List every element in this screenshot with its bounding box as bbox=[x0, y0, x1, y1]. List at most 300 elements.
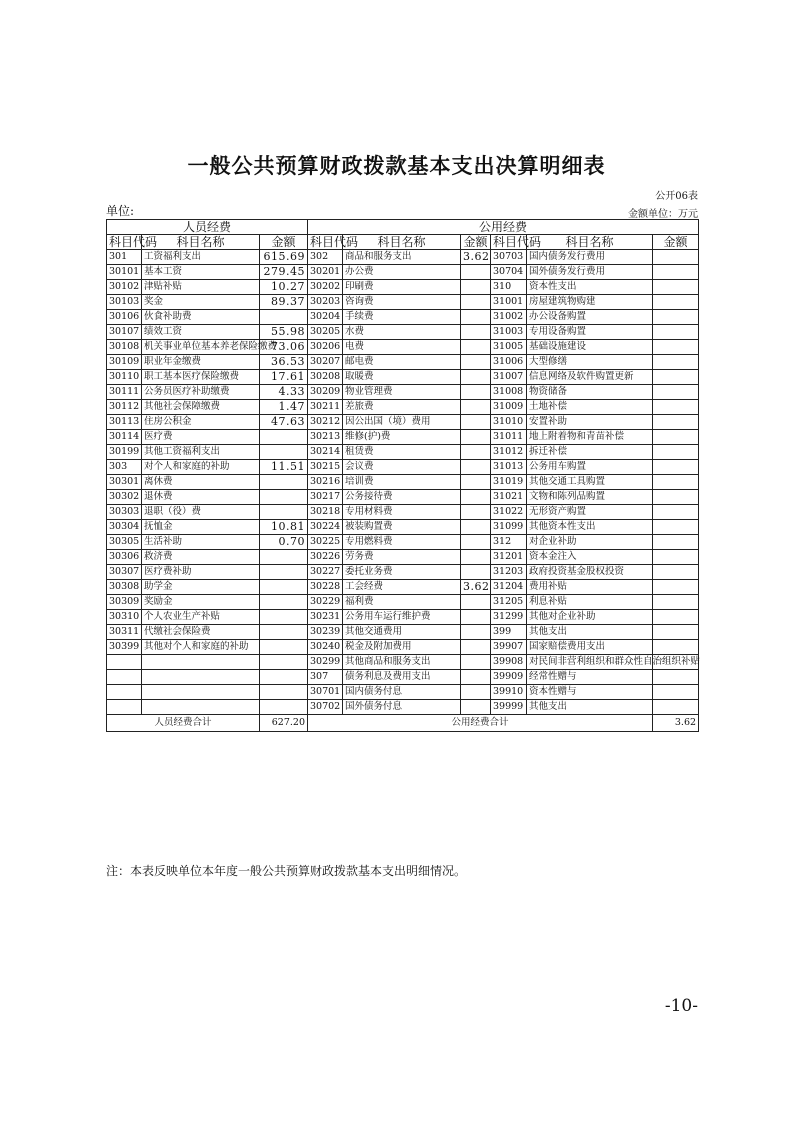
code-cell bbox=[107, 685, 142, 700]
name-cell: 工资福利支出 bbox=[142, 250, 260, 265]
name-cell: 邮电费 bbox=[343, 355, 461, 370]
table-row bbox=[107, 415, 699, 430]
amount-cell: 17.61 bbox=[260, 370, 308, 385]
name-cell: 大型修缮 bbox=[527, 355, 653, 370]
code-cell: 30112 bbox=[107, 400, 142, 415]
name-cell: 公务用车运行维护费 bbox=[343, 610, 461, 625]
code-cell: 30101 bbox=[107, 265, 142, 280]
code-cell: 31008 bbox=[491, 385, 527, 400]
amount-unit: 金额单位：万元 bbox=[628, 209, 698, 220]
code-cell: 30207 bbox=[308, 355, 343, 370]
page-title: 一般公共预算财政拨款基本支出决算明细表 bbox=[187, 153, 606, 178]
code-cell: 31099 bbox=[491, 520, 527, 535]
code-cell: 310 bbox=[491, 280, 527, 295]
code-cell: 31013 bbox=[491, 460, 527, 475]
name-cell: 租赁费 bbox=[343, 445, 461, 460]
amount-cell bbox=[461, 475, 491, 490]
name-cell: 维修(护)费 bbox=[343, 430, 461, 445]
name-cell: 物业管理费 bbox=[343, 385, 461, 400]
amount-cell bbox=[653, 250, 699, 265]
code-cell: 31201 bbox=[491, 550, 527, 565]
amount-cell bbox=[260, 430, 308, 445]
code-cell bbox=[107, 670, 142, 685]
code-cell: 31012 bbox=[491, 445, 527, 460]
amount-cell bbox=[260, 625, 308, 640]
amount-cell bbox=[653, 685, 699, 700]
table-row bbox=[107, 295, 699, 310]
code-cell: 30239 bbox=[308, 625, 343, 640]
expenditure-table bbox=[106, 219, 699, 732]
amount-header: 金额 bbox=[461, 235, 491, 250]
table-row bbox=[107, 430, 699, 445]
table-row bbox=[107, 640, 699, 655]
amount-cell bbox=[461, 340, 491, 355]
code-cell: 30203 bbox=[308, 295, 343, 310]
code-cell: 30202 bbox=[308, 280, 343, 295]
name-cell: 工会经费 bbox=[343, 580, 461, 595]
table-row bbox=[107, 340, 699, 355]
amount-cell bbox=[260, 595, 308, 610]
amount-header: 金额 bbox=[653, 235, 699, 250]
name-cell: 退休费 bbox=[142, 490, 260, 505]
amount-cell: 55.98 bbox=[260, 325, 308, 340]
name-cell: 国外债务付息 bbox=[343, 700, 461, 715]
amount-cell bbox=[461, 415, 491, 430]
name-cell: 对个人和家庭的补助 bbox=[142, 460, 260, 475]
code-cell: 31001 bbox=[491, 295, 527, 310]
name-cell: 文物和陈列品购置 bbox=[527, 490, 653, 505]
amount-cell bbox=[260, 475, 308, 490]
name-cell: 其他支出 bbox=[527, 700, 653, 715]
name-cell: 其他对企业补助 bbox=[527, 610, 653, 625]
amount-cell bbox=[461, 295, 491, 310]
code-cell: 31205 bbox=[491, 595, 527, 610]
code-cell: 30217 bbox=[308, 490, 343, 505]
personnel-total-label: 人员经费合计 bbox=[107, 715, 260, 732]
amount-cell bbox=[461, 490, 491, 505]
name-cell: 手续费 bbox=[343, 310, 461, 325]
name-cell bbox=[142, 700, 260, 715]
code-cell: 30108 bbox=[107, 340, 142, 355]
amount-cell: 10.27 bbox=[260, 280, 308, 295]
amount-cell: 0.70 bbox=[260, 535, 308, 550]
code-cell: 30302 bbox=[107, 490, 142, 505]
code-cell: 31003 bbox=[491, 325, 527, 340]
amount-cell bbox=[260, 670, 308, 685]
amount-cell: 73.06 bbox=[260, 340, 308, 355]
table-row bbox=[107, 265, 699, 280]
name-cell: 对企业补助 bbox=[527, 535, 653, 550]
amount-cell: 89.37 bbox=[260, 295, 308, 310]
name-cell: 医疗费补助 bbox=[142, 565, 260, 580]
name-cell: 职业年金缴费 bbox=[142, 355, 260, 370]
amount-cell bbox=[653, 310, 699, 325]
amount-cell bbox=[653, 700, 699, 715]
code-header: 科目代码 bbox=[107, 235, 142, 250]
amount-cell bbox=[461, 400, 491, 415]
amount-cell bbox=[653, 565, 699, 580]
code-cell: 30111 bbox=[107, 385, 142, 400]
amount-cell bbox=[653, 415, 699, 430]
code-cell: 30218 bbox=[308, 505, 343, 520]
amount-cell: 279.45 bbox=[260, 265, 308, 280]
name-cell: 资本性支出 bbox=[527, 280, 653, 295]
amount-cell bbox=[461, 565, 491, 580]
table-row bbox=[107, 520, 699, 535]
page-number: -10- bbox=[664, 996, 698, 1016]
amount-cell bbox=[653, 355, 699, 370]
amount-cell bbox=[461, 700, 491, 715]
name-cell: 会议费 bbox=[343, 460, 461, 475]
amount-cell: 615.69 bbox=[260, 250, 308, 265]
table-row bbox=[107, 580, 699, 595]
code-cell: 30301 bbox=[107, 475, 142, 490]
code-cell: 30109 bbox=[107, 355, 142, 370]
amount-cell bbox=[653, 370, 699, 385]
amount-cell bbox=[260, 700, 308, 715]
code-cell: 30231 bbox=[308, 610, 343, 625]
table-row bbox=[107, 685, 699, 700]
name-cell: 培训费 bbox=[343, 475, 461, 490]
amount-cell bbox=[653, 580, 699, 595]
amount-cell bbox=[653, 670, 699, 685]
name-cell: 奖励金 bbox=[142, 595, 260, 610]
amount-cell bbox=[461, 265, 491, 280]
name-cell: 电费 bbox=[343, 340, 461, 355]
personnel-total-amount: 627.20 bbox=[260, 715, 308, 732]
code-cell: 30227 bbox=[308, 565, 343, 580]
code-cell: 31021 bbox=[491, 490, 527, 505]
code-cell: 30213 bbox=[308, 430, 343, 445]
code-cell: 30311 bbox=[107, 625, 142, 640]
name-cell: 其他交通工具购置 bbox=[527, 475, 653, 490]
amount-cell bbox=[260, 565, 308, 580]
code-cell: 31011 bbox=[491, 430, 527, 445]
amount-cell bbox=[653, 625, 699, 640]
code-cell: 30308 bbox=[107, 580, 142, 595]
amount-cell bbox=[461, 430, 491, 445]
amount-cell bbox=[461, 280, 491, 295]
code-cell: 31019 bbox=[491, 475, 527, 490]
unit-label: 单位: bbox=[106, 204, 135, 218]
name-cell: 福利费 bbox=[343, 595, 461, 610]
name-cell: 公务接待费 bbox=[343, 490, 461, 505]
amount-cell bbox=[653, 640, 699, 655]
name-cell: 劳务费 bbox=[343, 550, 461, 565]
name-cell: 因公出国（境）费用 bbox=[343, 415, 461, 430]
code-cell: 30212 bbox=[308, 415, 343, 430]
name-cell: 助学金 bbox=[142, 580, 260, 595]
code-cell: 399 bbox=[491, 625, 527, 640]
code-cell: 30110 bbox=[107, 370, 142, 385]
code-cell: 301 bbox=[107, 250, 142, 265]
table-row bbox=[107, 385, 699, 400]
name-cell: 救济费 bbox=[142, 550, 260, 565]
name-cell: 机关事业单位基本养老保险缴费 bbox=[142, 340, 260, 355]
code-header: 科目代码 bbox=[308, 235, 343, 250]
amount-cell bbox=[260, 580, 308, 595]
code-cell: 30209 bbox=[308, 385, 343, 400]
name-cell: 房屋建筑物购建 bbox=[527, 295, 653, 310]
name-cell: 土地补偿 bbox=[527, 400, 653, 415]
name-cell bbox=[142, 685, 260, 700]
footnote: 注：本表反映单位本年度一般公共预算财政拨款基本支出明细情况。 bbox=[106, 864, 467, 878]
public-total-label: 公用经费合计 bbox=[308, 715, 653, 732]
name-cell: 国内债务发行费用 bbox=[527, 250, 653, 265]
code-cell: 312 bbox=[491, 535, 527, 550]
code-cell: 30306 bbox=[107, 550, 142, 565]
code-cell: 31299 bbox=[491, 610, 527, 625]
name-cell: 经常性赠与 bbox=[527, 670, 653, 685]
amount-cell bbox=[653, 595, 699, 610]
code-cell: 39999 bbox=[491, 700, 527, 715]
form-code: 公开06表 bbox=[655, 191, 698, 202]
table-row bbox=[107, 535, 699, 550]
name-cell: 绩效工资 bbox=[142, 325, 260, 340]
code-cell: 303 bbox=[107, 460, 142, 475]
name-cell: 其他工资福利支出 bbox=[142, 445, 260, 460]
amount-cell bbox=[653, 340, 699, 355]
name-cell: 国家赔偿费用支出 bbox=[527, 640, 653, 655]
code-cell: 39910 bbox=[491, 685, 527, 700]
code-cell: 31007 bbox=[491, 370, 527, 385]
code-cell: 30204 bbox=[308, 310, 343, 325]
amount-cell bbox=[260, 640, 308, 655]
table-row bbox=[107, 625, 699, 640]
amount-cell: 3.62 bbox=[461, 250, 491, 265]
amount-cell bbox=[653, 490, 699, 505]
code-cell: 31204 bbox=[491, 580, 527, 595]
amount-cell bbox=[653, 460, 699, 475]
name-cell: 其他资本性支出 bbox=[527, 520, 653, 535]
name-cell: 税金及附加费用 bbox=[343, 640, 461, 655]
amount-cell bbox=[653, 325, 699, 340]
code-cell: 30211 bbox=[308, 400, 343, 415]
table-row bbox=[107, 445, 699, 460]
name-cell: 专用燃料费 bbox=[343, 535, 461, 550]
amount-cell bbox=[653, 520, 699, 535]
name-cell bbox=[142, 655, 260, 670]
table-row bbox=[107, 550, 699, 565]
amount-cell bbox=[461, 625, 491, 640]
amount-cell bbox=[653, 430, 699, 445]
name-cell: 其他社会保障缴费 bbox=[142, 400, 260, 415]
name-cell: 退职（役）费 bbox=[142, 505, 260, 520]
amount-header: 金额 bbox=[260, 235, 308, 250]
code-cell bbox=[107, 700, 142, 715]
amount-cell bbox=[461, 685, 491, 700]
name-cell: 公务员医疗补助缴费 bbox=[142, 385, 260, 400]
amount-cell bbox=[653, 280, 699, 295]
name-cell: 办公费 bbox=[343, 265, 461, 280]
table-row bbox=[107, 475, 699, 490]
code-cell: 31006 bbox=[491, 355, 527, 370]
code-cell: 30310 bbox=[107, 610, 142, 625]
name-cell: 委托业务费 bbox=[343, 565, 461, 580]
amount-cell: 47.63 bbox=[260, 415, 308, 430]
code-cell: 30299 bbox=[308, 655, 343, 670]
code-cell: 30228 bbox=[308, 580, 343, 595]
code-cell: 30307 bbox=[107, 565, 142, 580]
name-cell: 拆迁补偿 bbox=[527, 445, 653, 460]
amount-cell bbox=[461, 370, 491, 385]
code-cell: 31203 bbox=[491, 565, 527, 580]
code-cell: 302 bbox=[308, 250, 343, 265]
code-cell: 30206 bbox=[308, 340, 343, 355]
code-cell: 30304 bbox=[107, 520, 142, 535]
name-cell: 资本金注入 bbox=[527, 550, 653, 565]
amount-cell bbox=[461, 385, 491, 400]
public-total-amount: 3.62 bbox=[653, 715, 699, 732]
personnel-group-header: 人员经费 bbox=[107, 220, 308, 235]
code-header: 科目代码 bbox=[491, 235, 527, 250]
name-cell: 其他商品和服务支出 bbox=[343, 655, 461, 670]
name-cell: 债务利息及费用支出 bbox=[343, 670, 461, 685]
code-cell: 30224 bbox=[308, 520, 343, 535]
code-cell: 307 bbox=[308, 670, 343, 685]
code-cell: 39908 bbox=[491, 655, 527, 670]
amount-cell: 10.81 bbox=[260, 520, 308, 535]
code-cell: 30305 bbox=[107, 535, 142, 550]
name-cell: 职工基本医疗保险缴费 bbox=[142, 370, 260, 385]
name-cell: 取暖费 bbox=[343, 370, 461, 385]
code-cell: 30215 bbox=[308, 460, 343, 475]
code-cell: 30107 bbox=[107, 325, 142, 340]
name-cell: 办公设备购置 bbox=[527, 310, 653, 325]
name-cell: 公务用车购置 bbox=[527, 460, 653, 475]
name-cell: 专用材料费 bbox=[343, 505, 461, 520]
code-cell: 30309 bbox=[107, 595, 142, 610]
amount-cell: 3.62 bbox=[461, 580, 491, 595]
code-cell: 31022 bbox=[491, 505, 527, 520]
table-row bbox=[107, 595, 699, 610]
code-cell: 30704 bbox=[491, 265, 527, 280]
code-cell: 30240 bbox=[308, 640, 343, 655]
code-cell: 30208 bbox=[308, 370, 343, 385]
name-cell: 津贴补贴 bbox=[142, 280, 260, 295]
code-cell: 31005 bbox=[491, 340, 527, 355]
amount-cell bbox=[260, 490, 308, 505]
amount-cell: 11.51 bbox=[260, 460, 308, 475]
name-cell: 地上附着物和青苗补偿 bbox=[527, 430, 653, 445]
amount-cell bbox=[461, 310, 491, 325]
amount-cell bbox=[461, 670, 491, 685]
amount-cell bbox=[461, 460, 491, 475]
amount-cell bbox=[260, 685, 308, 700]
name-cell: 专用设备购置 bbox=[527, 325, 653, 340]
code-cell: 30106 bbox=[107, 310, 142, 325]
amount-cell bbox=[461, 595, 491, 610]
amount-cell bbox=[653, 400, 699, 415]
amount-cell bbox=[461, 325, 491, 340]
code-cell: 30114 bbox=[107, 430, 142, 445]
name-cell: 离休费 bbox=[142, 475, 260, 490]
code-cell: 30303 bbox=[107, 505, 142, 520]
amount-cell bbox=[653, 475, 699, 490]
table-row bbox=[107, 700, 699, 715]
amount-cell bbox=[260, 445, 308, 460]
amount-cell bbox=[260, 310, 308, 325]
amount-cell bbox=[461, 610, 491, 625]
code-cell: 39909 bbox=[491, 670, 527, 685]
amount-cell bbox=[461, 535, 491, 550]
name-cell: 伙食补助费 bbox=[142, 310, 260, 325]
table-row bbox=[107, 610, 699, 625]
code-cell: 30226 bbox=[308, 550, 343, 565]
amount-cell bbox=[461, 505, 491, 520]
amount-cell: 4.33 bbox=[260, 385, 308, 400]
name-cell: 水费 bbox=[343, 325, 461, 340]
name-header: 科目名称 bbox=[142, 235, 260, 250]
name-cell: 安置补助 bbox=[527, 415, 653, 430]
name-cell: 被装购置费 bbox=[343, 520, 461, 535]
code-cell: 30103 bbox=[107, 295, 142, 310]
code-cell: 30113 bbox=[107, 415, 142, 430]
public-group-header: 公用经费 bbox=[308, 220, 699, 235]
amount-cell bbox=[461, 445, 491, 460]
table-row bbox=[107, 505, 699, 520]
table-row bbox=[107, 325, 699, 340]
name-cell: 奖金 bbox=[142, 295, 260, 310]
amount-cell bbox=[653, 550, 699, 565]
name-cell: 咨询费 bbox=[343, 295, 461, 310]
table-row bbox=[107, 670, 699, 685]
name-cell: 信息网络及软件购置更新 bbox=[527, 370, 653, 385]
name-cell: 印刷费 bbox=[343, 280, 461, 295]
name-cell: 生活补助 bbox=[142, 535, 260, 550]
code-cell: 30703 bbox=[491, 250, 527, 265]
table-row bbox=[107, 355, 699, 370]
table-row bbox=[107, 250, 699, 265]
table-row bbox=[107, 370, 699, 385]
amount-cell bbox=[461, 655, 491, 670]
name-cell: 医疗费 bbox=[142, 430, 260, 445]
name-cell: 其他对个人和家庭的补助 bbox=[142, 640, 260, 655]
name-cell: 代缴社会保险费 bbox=[142, 625, 260, 640]
code-cell: 30229 bbox=[308, 595, 343, 610]
name-cell: 物资储备 bbox=[527, 385, 653, 400]
code-cell: 31002 bbox=[491, 310, 527, 325]
name-cell: 对民间非营利组织和群众性自治组织补贴 bbox=[527, 655, 653, 670]
table-row bbox=[107, 490, 699, 505]
name-cell: 政府投资基金股权投资 bbox=[527, 565, 653, 580]
amount-cell bbox=[653, 535, 699, 550]
code-cell: 30214 bbox=[308, 445, 343, 460]
name-cell: 住房公积金 bbox=[142, 415, 260, 430]
amount-cell bbox=[461, 355, 491, 370]
amount-cell bbox=[653, 385, 699, 400]
name-cell: 个人农业生产补贴 bbox=[142, 610, 260, 625]
code-cell bbox=[107, 655, 142, 670]
code-cell: 30199 bbox=[107, 445, 142, 460]
name-cell: 基本工资 bbox=[142, 265, 260, 280]
code-cell: 30701 bbox=[308, 685, 343, 700]
amount-cell bbox=[260, 610, 308, 625]
amount-cell bbox=[461, 520, 491, 535]
table-row bbox=[107, 280, 699, 295]
name-cell: 差旅费 bbox=[343, 400, 461, 415]
amount-cell bbox=[260, 655, 308, 670]
amount-cell bbox=[653, 445, 699, 460]
table-row bbox=[107, 400, 699, 415]
name-cell: 抚恤金 bbox=[142, 520, 260, 535]
table-row bbox=[107, 310, 699, 325]
name-cell: 费用补贴 bbox=[527, 580, 653, 595]
amount-cell bbox=[260, 505, 308, 520]
amount-cell bbox=[653, 295, 699, 310]
code-cell: 30216 bbox=[308, 475, 343, 490]
amount-cell bbox=[653, 610, 699, 625]
